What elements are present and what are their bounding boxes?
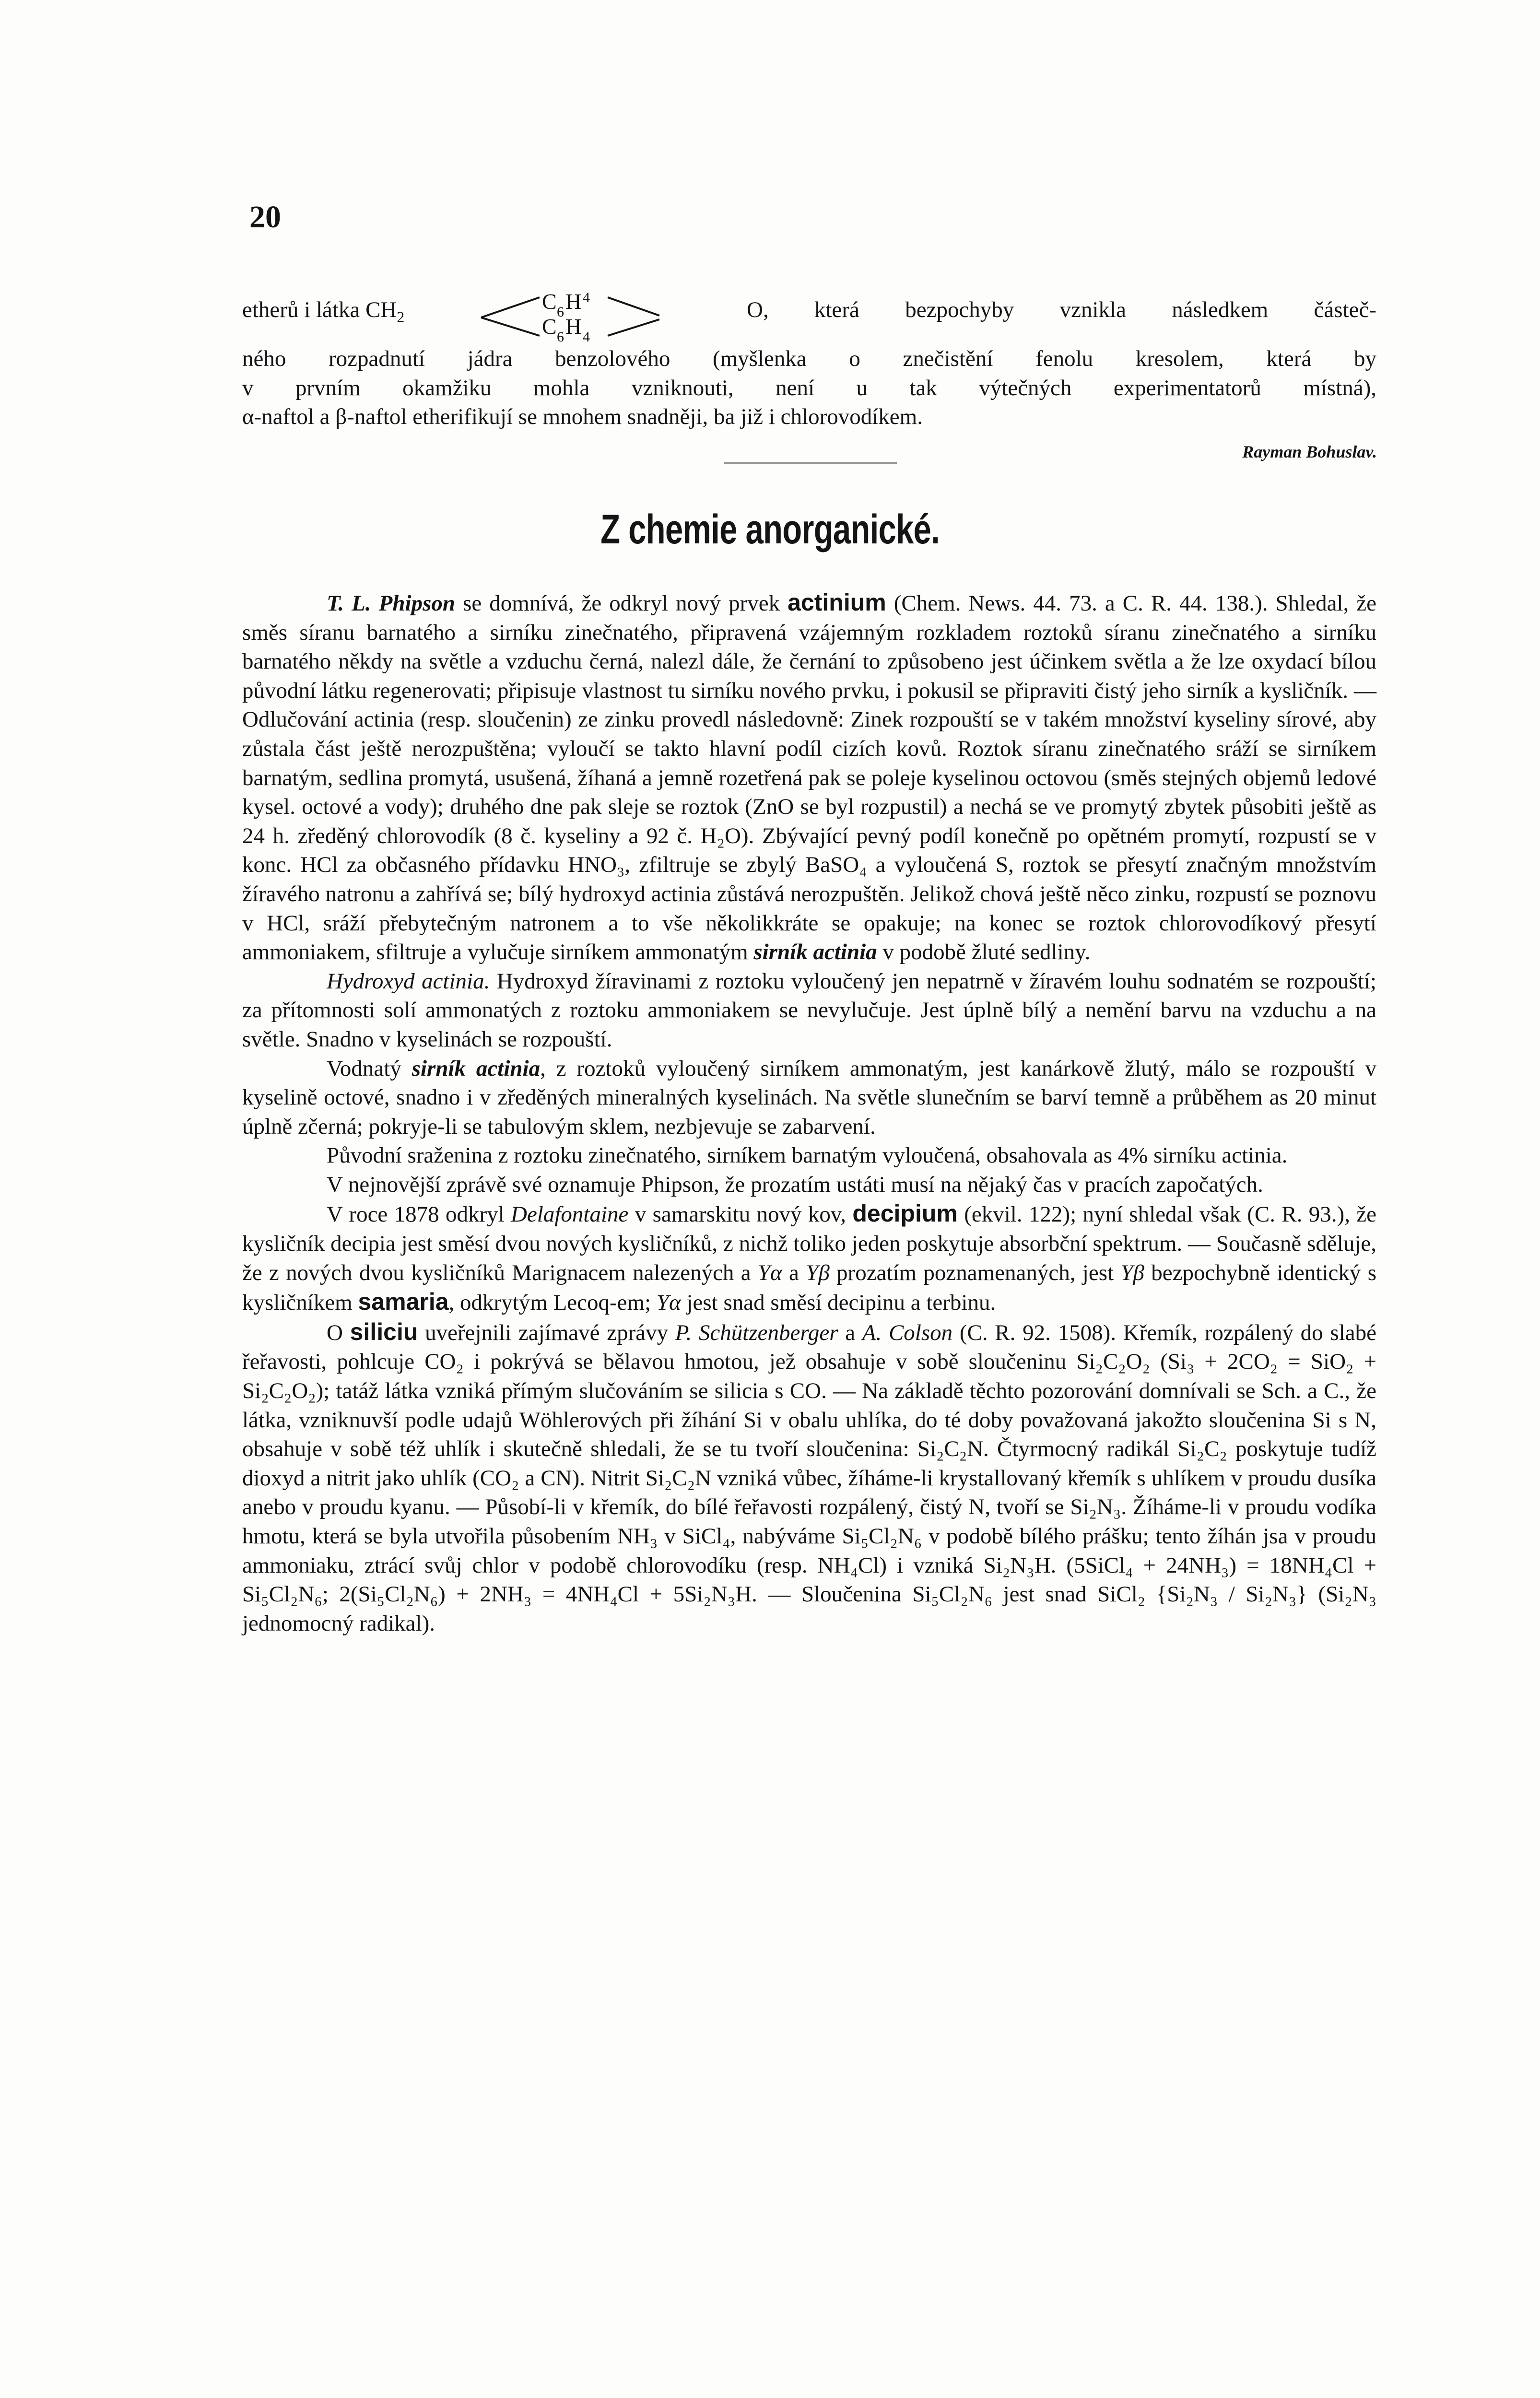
formula-top-sub2: 4: [583, 290, 590, 306]
signature: Rayman Bohuslav.: [1242, 442, 1377, 461]
paragraph-hydroxyd: Hydroxyd actinia. Hydroxyd žíravinami z roztoku vyloučený jen nepatrně v žíravém louhu sodnatém se rozpouští; za přítomnosti solí ammonatých z roztoku ammoniakem se nevylučuje. Jest úplně bílý a nemění barvu na vzduchu a na světle. Snadno v kyselinách se rozpouští.: [242, 968, 1376, 1052]
formula-tail: O, která bezpochyby vznikla následkem částeč-: [747, 297, 1376, 322]
paragraph-srazenina: Původní sraženina z roztoku zinečnatého, sirníkem barnatým vyloučená, obsahovala as 4% sirníku actinia.: [327, 1143, 1288, 1168]
formula-bottom-h: H: [565, 314, 582, 339]
section-title: Z chemie anorganické.: [600, 506, 940, 552]
section-divider: [724, 462, 897, 464]
formula-top-c: C: [542, 289, 557, 314]
formula-top-h: H: [565, 289, 582, 314]
formula-bottom-sub1: 6: [557, 329, 564, 344]
paragraph-decipium: V roce 1878 odkryl Delafontaine v samarskitu nový kov, decipium (ekvil. 122); nyní shledal však (C. R. 93.), že kysličník decipia jest směsí dvou nových kysličníků, z nichž toliko jeden poskytuje absorbční spektrum. — Současně sděluje, že z nových dvou kysličníků Marignacem nalezených a Yα a Yβ prozatím poznamenaných, jest Yβ bezpochybně identický s kysličníkem samaria, odkrytým Lecoq-em; Yα jest snad směsí decipinu a terbinu.: [242, 1200, 1376, 1316]
intro-line-3: α-naftol a β-naftol etherifikují se mnohem snadněji, ba již i chlorovodíkem.: [242, 404, 923, 430]
paragraph-sirnik: Vodnatý sirník actinia, z roztoků vyloučený sirníkem ammonatým, jest kanárkově žlutý, málo se rozpouští v kyselině octové, snadno i v zředěných mineralných kyselinách. Na světle slunečním se barví temně a průběhem as 20 minut úplně zčerná; pokryje-li se tabulovým sklem, nezbjevuje se zabarvení.: [242, 1056, 1376, 1139]
paragraph-actinium: T. L. Phipson se domnívá, že odkryl nový prvek actinium (Chem. News. 44. 73. a C. R. 44. 138.). Shledal, že směs síranu barnatého a sirníku zinečnatého, připravená vzájemným rozkladem roztoků síranu zinečnatého a sirníku barnatého někdy na světle a vzduchu černá, nalezl dále, že černání to způsobeno jest účinkem světla a že lze oxydací bílou původní látku regenerovati; připisuje vlastnost tu sirníku nového prvku, i pokusil se připraviti čistý jeho sirník a kysličník. — Odlučování actinia (resp. sloučenin) ze zinku provedl následovně: Zinek rozpouští se v takém množství kyseliny sírové, aby zůstala část ještě nerozpuštěna; vyloučí se takto hlavní podíl cizích kovů. Roztok síranu zinečnatého sráží se sirníkem barnatým, sedlina promytá, usušená, žíhaná a jemně rozetřená pak se poleje kyselinou octovou (směs stejných objemů ledové kysel. octové a vody); druhého dne pak sleje se roztok (ZnO se byl rozpustil) a nechá se ve promytý zbytek působiti ještě as 24 h. zředěný chlorovodík (8 č. kyseliny a 92 č. H₂O). Zbývající pevný podíl konečně po opětném promytí, rozpustí se v konc. HCl za občasného přídavku HNO₃, zfiltruje se zbylý BaSO₄ a vyloučená S, roztok se přesytí značným množstvím žíravého natronu a zahřívá se; bílý hydroxyd actinia zůstává nerozpuštěn. Jelikož chová ještě něco zinku, rozpustí se poznovu v HCl, sráží přebytečným natronem a to vše několikkráte se opakuje; na konec se roztok chlorovodíkový přesytí ammoniakem, sfiltruje a vylučuje sirníkem ammonatým sirník actinia v podobě žluté sedliny.: [242, 589, 1376, 965]
diphenylene-formula: [468, 288, 746, 344]
intro-line-1: ného rozpadnutí jádra benzolového (myšlenka o znečistění fenolu kresolem, která by: [242, 346, 1376, 371]
intro-line-2: v prvním okamžiku mohla vzniknouti, není u tak výtečných experimentatorů místná),: [242, 375, 1376, 400]
formula-lead: etherů i látka $CH_2$: [242, 297, 405, 326]
formula-bottom-sub2: 4: [583, 329, 590, 344]
formula-top-sub1: 6: [557, 304, 564, 320]
paragraph-phipson: V nejnovější zprávě své oznamuje Phipson, že prozatím ustáti musí na nějaký čas v pracích započatých.: [327, 1172, 1263, 1197]
page-number: 20: [249, 200, 281, 235]
main-text: [242, 588, 1376, 1638]
formula-bottom-c: C: [542, 314, 557, 339]
paragraph-silicium: O siliciu uveřejnili zajímavé zprávy P. Schützenberger a A. Colson (C. R. 92. 1508). Křemík, rozpálený do slabé řeřavosti, pohlcuje CO₂ i pokrývá se bělavou hmotou, jež obsahuje v sobě sloučeninu Si₂C₂O₂ (Si₃ + 2CO₂ = SiO₂ + Si₂C₂O₂); tatáž látka vzniká přímým slučováním se silicia s CO. — Na základě těchto pozorování domnívali se Sch. a C., že látka, vzniknuvší podle udajů Wöhlerových při žíhání Si v obalu uhlíka, do té doby považovaná jakožto sloučenina Si s N, obsahuje v sobě též uhlík i skutečně shledali, že se tu tvoří sloučenina: Si₂C₂N. Čtyrmocný radikál Si₂C₂ poskytuje tudíž dioxyd a nitrit jako uhlík (CO₂ a CN). Nitrit Si₂C₂N vzniká vůbec, žíháme-li krystallovaný křemík s uhlíkem v proudu dusíka anebo v proudu kyanu. — Působí-li v křemík, do bílé řeřavosti rozpálený, čistý N, tvoří se Si₂N₃. Žíháme-li v proudu vodíka hmotu, která se byla utvořila působením NH₃ v SiCl₄, nabýváme Si₅Cl₂N₆ v podobě bílého prášku; tento žíhán jsa v proudu ammoniaku, ztrácí svůj chlor v podobě chlorovodíku (resp. NH₄Cl) i vzniká Si₂N₃H. (5SiCl₄ + 24NH₃) = 18NH₄Cl + Si₅Cl₂N₆; 2(Si₅Cl₂N₆) + 2NH₃ = 4NH₄Cl + 5Si₂N₃H. — Sloučenina Si₅Cl₂N₆ jest snad SiCl₂ {Si₂N₃ / Si₂N₃} (Si₂N₃ jednomocný radikal).: [242, 1318, 1376, 1636]
intro-block: [242, 288, 1376, 432]
formula-line: [242, 288, 1376, 344]
